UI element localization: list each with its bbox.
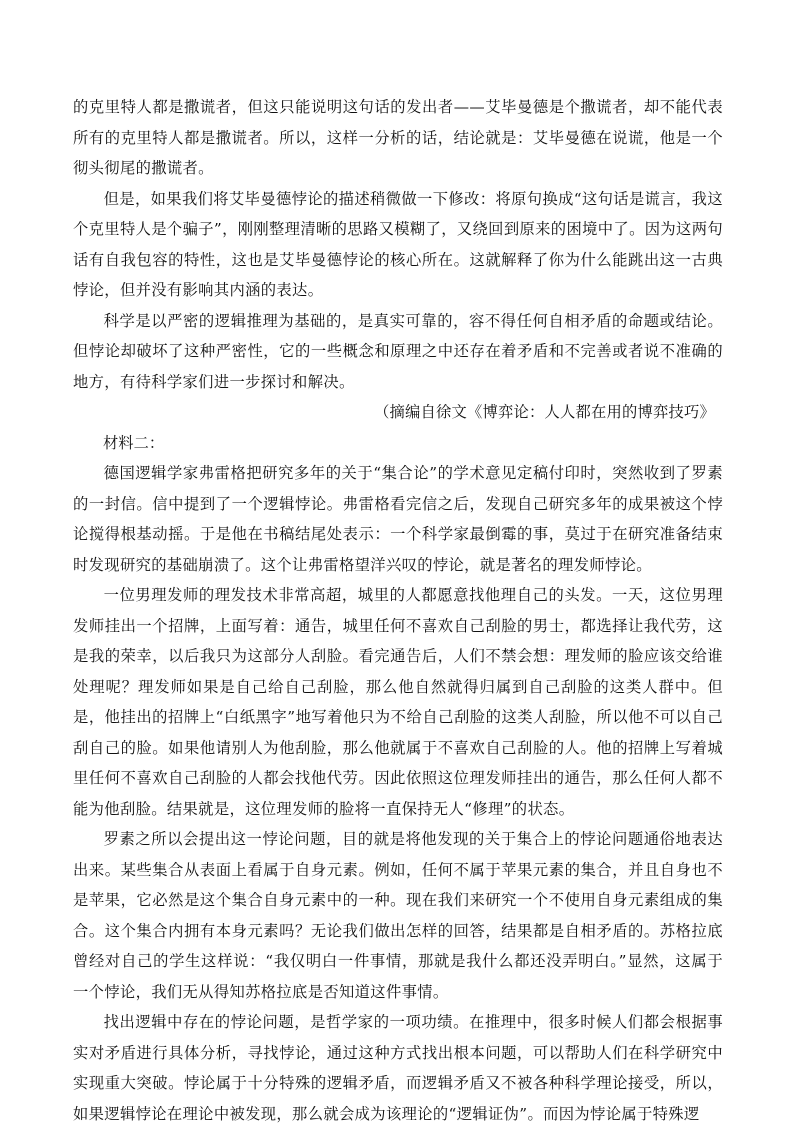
document-page <box>73 92 723 1129</box>
paragraph: 科学是以严密的逻辑推理为基础的，是真实可靠的，容不得任何自相矛盾的命题或结论。但悖论却破坏了这种严密性，它的一些概念和原理之中还存在着矛盾和不完善或者说不准确的地方，有待科学家们进一步探讨和解决。 <box>73 311 723 391</box>
paragraph: 的克里特人都是撒谎者，但这只能说明这句话的发出者——艾毕曼德是个撒谎者，却不能代表所有的克里特人都是撒谎者。所以，这样一分析的话，结论就是：艾毕曼德在说谎，他是一个彻头彻尾的撒谎者。 <box>73 98 723 177</box>
paragraph: 但是，如果我们将艾毕曼德悖论的描述稍微做一下修改：将原句换成“这句话是谎言，我这个克里特人是个骗子”，刚刚整理清晰的思路又模糊了，又绕回到原来的困境中了。因为这两句话有自我包容的特性，这也是艾毕曼德悖论的核心所在。这就解释了你为什么能跳出这一古典悖论，但并没有影响其内涵的表达。 <box>73 189 723 299</box>
paragraph: 找出逻辑中存在的悖论问题，是哲学家的一项功绩。在推理中，很多时候人们都会根据事实对矛盾进行具体分析，寻找悖论，通过这种方式找出根本问题，可以帮助人们在科学研究中实现重大突破。悖论属于十分特殊的逻辑矛盾，而逻辑矛盾又不被各种科学理论接受，所以，如果逻辑悖论在理论中被发现，那么就会成为该理论的“逻辑证伪”。而因为悖论属于特殊逻 <box>73 1013 723 1123</box>
paragraph: 一位男理发师的理发技术非常高超，城里的人都愿意找他理自己的头发。一天，这位男理发师挂出一个招牌，上面写着：通告，城里任何不喜欢自己刮脸的男士，都选择让我代劳，这是我的荣幸，以后我只为这部分人刮脸。看完通告后，人们不禁会想：理发师的脸应该交给谁处理呢？理发师如果是自己给自己刮脸，那么他自然就得归属到自己刮脸的这类人群中。但是，他挂出的招牌上“白纸黑字”地写着他只为不给自己刮脸的这类人刮脸，所以他不可以自己刮自己的脸。如果他请别人为他刮脸，那么他就属于不喜欢自己刮脸的人。他的招牌上写着城里任何不喜欢自己刮脸的人都会找他代劳。因此依照这位理发师挂出的通告，那么任何人都不能为他刮脸。结果就是，这位理发师的脸将一直保持无人“修理”的状态。 <box>73 586 723 818</box>
paragraph: 德国逻辑学家弗雷格把研究多年的关于“集合论”的学术意见定稿付印时，突然收到了罗素的一封信。信中提到了一个逻辑悖论。弗雷格看完信之后，发现自己研究多年的成果被这个悖论搅得根基动摇。于是他在书稿结尾处表示：一个科学家最倒霉的事，莫过于在研究准备结束时发现研究的基础崩溃了。这个让弗雷格望洋兴叹的悖论，就是著名的理发师悖论。 <box>73 464 723 574</box>
paragraph: 罗素之所以会提出这一悖论问题，目的就是将他发现的关于集合上的悖论问题通俗地表达出来。某些集合从表面上看属于自身元素。例如，任何不属于苹果元素的集合，并且自身也不是苹果，它必然是这个集合自身元素中的一种。现在我们来研究一个不使用自身元素组成的集合。这个集合内拥有本身元素吗？无论我们做出怎样的回答，结果都是自相矛盾的。苏格拉底曾经对自己的学生这样说：“我仅明白一件事情，那就是我什么都还没弄明白。”显然，这属于一个悖论，我们无从得知苏格拉底是否知道这件事情。 <box>73 830 723 1001</box>
source-citation: （摘编自徐文《博弈论：人人都在用的博弈技巧》 <box>374 403 715 421</box>
material-2-label: 材料二： <box>103 433 165 452</box>
